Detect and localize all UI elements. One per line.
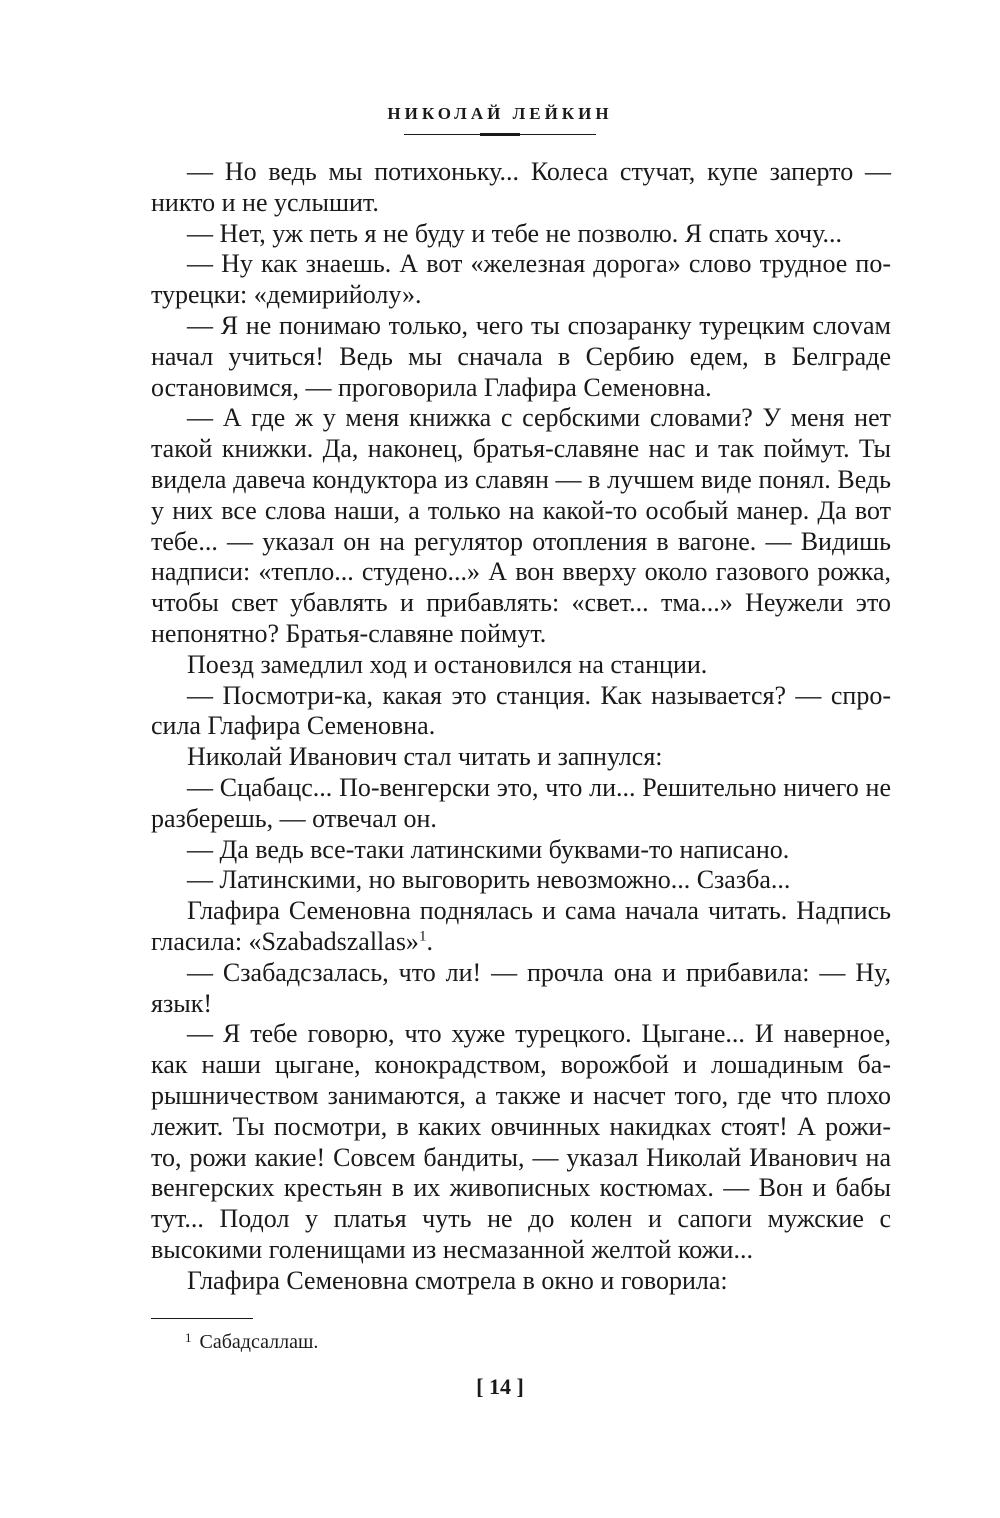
main-text — [151, 157, 891, 1296]
paragraph-with-footnote — [151, 896, 891, 958]
paragraph: — Да ведь все-таки латинскими буквами-то написано. — [187, 834, 790, 864]
footnote-rule — [151, 1318, 253, 1319]
running-head: НИКОЛАЙ ЛЕЙКИН — [387, 104, 613, 123]
paragraph: — Латинскими, но выговорить невозможно... Сзазба... — [187, 865, 791, 895]
footnote-text: Сабадсаллаш. — [199, 1331, 319, 1353]
paragraph: — Нет, уж петь я не буду и тебе не позволю. Я спать хочу... — [187, 218, 842, 248]
paragraph: — Посмотри-ка, какая это станция. Как называется? — спросила Глафира Семеновна. — [151, 680, 891, 741]
page-number: [ 14 ] — [476, 1374, 524, 1399]
paragraph-text: Глафира Семеновна поднялась и сама начала читать. Надпись гласила: «Szabadszallas» — [151, 896, 891, 956]
footnote-reference[interactable]: 1 — [418, 928, 427, 945]
paragraph: Глафира Семеновна смотрела в окно и говорила: — [187, 1265, 728, 1295]
paragraph: — Ну как знаешь. А вот «железная дорога» слово трудное по-турецки: «демирийолу». — [151, 249, 891, 310]
paragraph: — Я не понимаю только, чего ты спозаранку турецким слоvам начал учиться! Ведь мы сначала в Сербию едем, в Белграде остановимся, — проговорила Глафира Семеновна. — [151, 310, 891, 402]
paragraph: — Сзабадсзалась, что ли! — прочла она и прибавила: — Ну, язык! — [151, 957, 891, 1018]
head-rule-thick-accent — [480, 133, 520, 136]
footnote — [185, 1324, 318, 1356]
footnote-mark: 1 — [185, 1330, 192, 1345]
paragraph-tail: . — [426, 926, 433, 956]
running-head-rule — [404, 133, 596, 137]
paragraph: — Я тебе говорю, что хуже турецкого. Цыгане... И наверное, как наши цыгане, конокрадством, ворожбой и лошадиным барышничеством занимаются, а также и насчет того, где что плохо лежит. Ты посмотри, в каких овчинных накидках стоят! А рожи-то, рожи какие! Совсем бандиты, — указал Николай Иванович на венгерских крестьян в их живописных костюмах. — Вон и бабы тут... Подол у платья чуть не до колен и сапоги мужские с высокими голенищами из несмазанной желтой кожи... — [151, 1019, 891, 1264]
paragraph: — Сцабацс... По-венгерски это, что ли... Решительно ничего не разберешь, — отвечал он. — [151, 772, 891, 833]
paragraph: — А где ж у меня книжка с сербскими словами? У меня нет такой книжки. Да, наконец, братья-славяне нас и так поймут. Ты видела давеча кондуктора из славян — в лучшем виде понял. Ведь у них все слова наши, а только на какой-то особый манер. Да вот тебе... — указал он на регулятор отопления в вагоне. — Видишь надписи: «тепло... студено...» А вон вверху около газового рожка, чтобы свет убавлять и прибавлять: «свет... тма...» Неужели это непонятно? Братья-славяне поймут. — [151, 403, 891, 648]
paragraph: — Но ведь мы потихоньку... Колеса стучат, купе заперто — никто и не услышит. — [151, 157, 891, 217]
paragraph: Поезд замедлил ход и остановился на станции. — [187, 649, 708, 679]
paragraph: Николай Иванович стал читать и запнулся: — [187, 742, 663, 772]
